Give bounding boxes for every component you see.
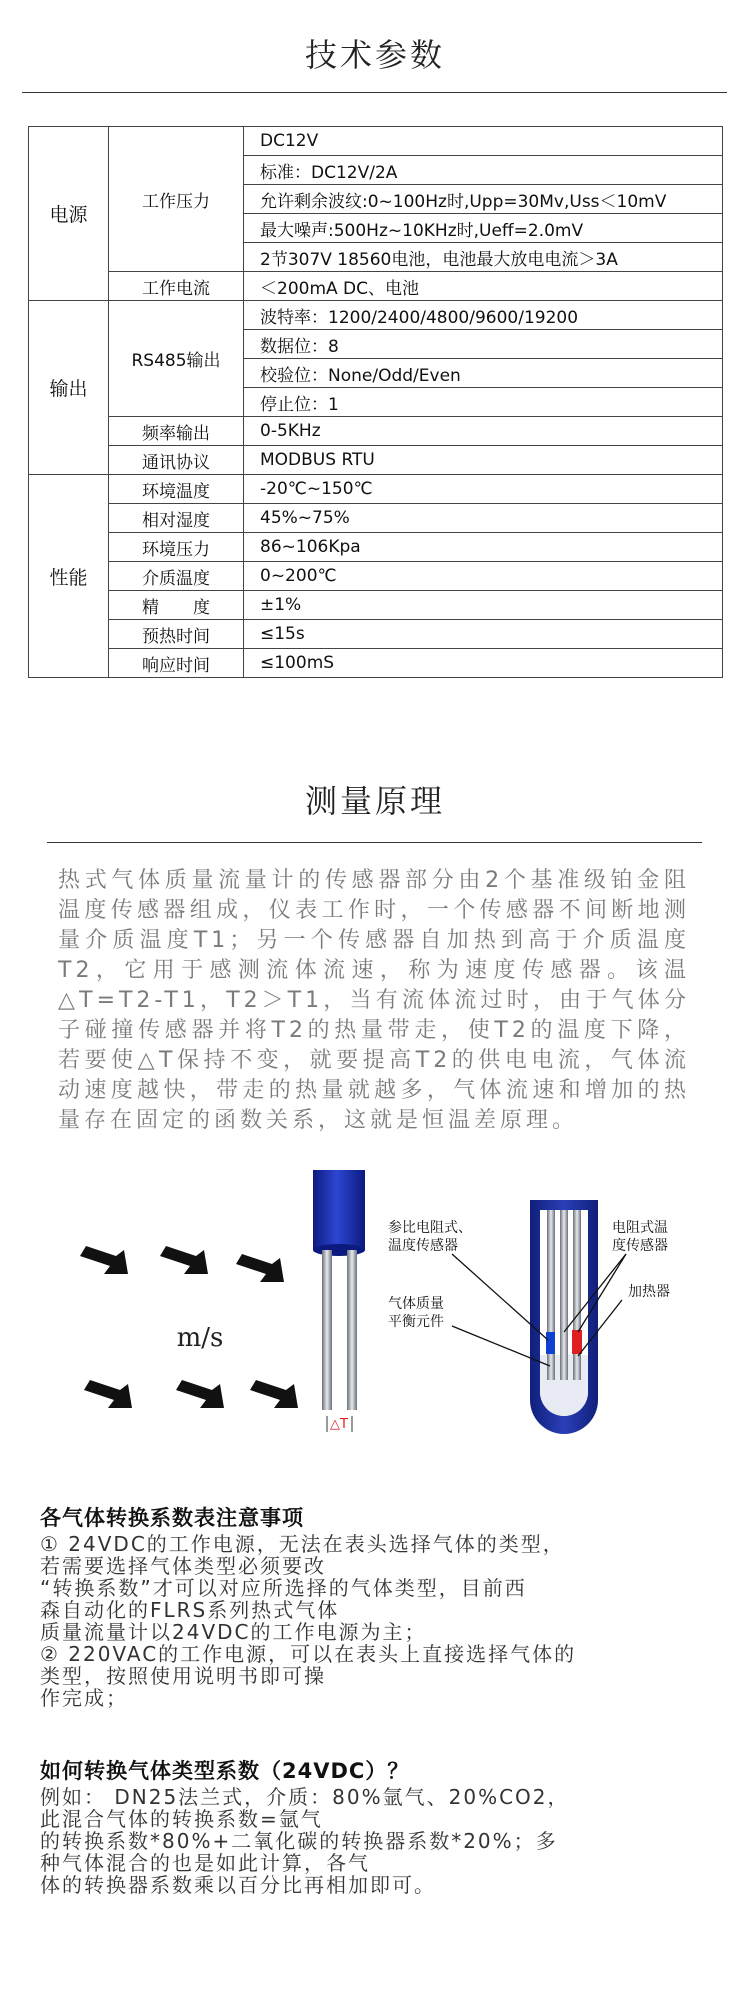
probe-body	[313, 1170, 365, 1250]
note-line: 种气体混合的也是如此计算，各气	[40, 1851, 370, 1875]
notes-gas-conversion	[40, 1507, 720, 1709]
spec-value: DC12V	[244, 127, 723, 156]
spec-value: ＜200mA DC、电池	[244, 272, 723, 301]
label-balance-element-2: 平衡元件	[388, 1314, 444, 1330]
note-line: 若需要选择气体类型必须要改	[40, 1554, 326, 1578]
spec-value: 允许剩余波纹:0~100Hz时,Upp=30Mv,Uss＜10mV	[244, 185, 723, 214]
flow-arrow-icon	[80, 1246, 128, 1274]
sub-working-current: 工作电流	[109, 272, 244, 301]
flow-arrow-icon	[84, 1380, 132, 1408]
sensor-diagram	[60, 1170, 690, 1470]
note-line: 作完成；	[40, 1686, 128, 1710]
spec-value: 0-5KHz	[244, 417, 723, 446]
sub-accuracy: 精 度	[109, 591, 244, 620]
principle-paragraph: 热式气体质量流量计的传感器部分由2个基准级铂金阻温度传感器组成，仪表工作时，一个传感器不间断地测量介质温度T1；另一个传感器自加热到高于介质温度T2，它用于感测流体流速，称为速度传感器。该温△T=T2-T1，T2＞T1，当有流体流过时，由于气体分子碰撞传感器并将T2的热量带走，使T2的温度下降，若要使△T保持不变，就要提高T2的供电电流，气体流动速度越快，带走的热量就越多，气体流速和增加的热量存在固定的函数关系，这就是恒温差原理。	[58, 868, 690, 1133]
table-row	[29, 127, 723, 156]
note-line: ② 220VAC的工作电源，可以在表头上直接选择气体的	[40, 1642, 577, 1666]
table-row	[29, 591, 723, 620]
category-performance: 性能	[29, 475, 109, 678]
spec-value: 86~106Kpa	[244, 533, 723, 562]
principle-title: 测量原理	[304, 782, 445, 820]
label-resistive-sensor-2: 度传感器	[612, 1238, 668, 1254]
table-row	[29, 620, 723, 649]
sub-response-time: 响应时间	[109, 649, 244, 678]
table-row	[29, 417, 723, 446]
spec-value: 45%~75%	[244, 504, 723, 533]
flow-arrow-icon	[160, 1246, 208, 1274]
note-line: 的转换系数*80%+二氧化碳的转换器系数*20%；多	[40, 1829, 558, 1853]
notes-conversion-example	[40, 1760, 720, 1896]
spec-value: MODBUS RTU	[244, 446, 723, 475]
spec-value: ±1%	[244, 591, 723, 620]
sub-medium-temp: 介质温度	[109, 562, 244, 591]
tech-title-rule	[22, 92, 727, 93]
table-row	[29, 504, 723, 533]
note-line: 此混合气体的转换系数=氩气	[40, 1807, 323, 1831]
reference-element-blue	[546, 1332, 555, 1354]
spec-value: ≤100mS	[244, 649, 723, 678]
cutaway-rod-1	[547, 1210, 555, 1380]
label-heater: 加热器	[628, 1284, 670, 1300]
table-row	[29, 533, 723, 562]
probe-rod-right	[347, 1250, 357, 1410]
spec-value: -20℃~150℃	[244, 475, 723, 504]
ms-label: m/s	[176, 1323, 224, 1353]
sub-ambient-pressure: 环境压力	[109, 533, 244, 562]
category-output: 输出	[29, 301, 109, 475]
sub-humidity: 相对湿度	[109, 504, 244, 533]
spec-value: 波特率：1200/2400/4800/9600/19200	[244, 301, 723, 330]
spec-value: 最大噪声:500Hz~10KHz时,Ueff=2.0mV	[244, 214, 723, 243]
spec-value: 校验位：None/Odd/Even	[244, 359, 723, 388]
sub-warmup-time: 预热时间	[109, 620, 244, 649]
note-line: 类型，按照使用说明书即可操	[40, 1664, 326, 1688]
cutaway-rod-2	[560, 1210, 568, 1380]
probe-body-bottom	[313, 1244, 365, 1256]
label-reference-sensor-1: 参比电阻式、	[388, 1220, 472, 1236]
heater-element-red	[572, 1330, 582, 1354]
table-row	[29, 301, 723, 330]
sub-ambient-temp: 环境温度	[109, 475, 244, 504]
sub-working-pressure: 工作压力	[109, 127, 244, 272]
note-line: 体的转换器系数乘以百分比再相加即可。	[40, 1873, 436, 1897]
principle-title-rule	[47, 842, 702, 843]
spec-table	[28, 126, 723, 678]
note-line: 质量流量计以24VDC的工作电源为主；	[40, 1620, 427, 1644]
delta-t-label: △T	[330, 1417, 348, 1432]
notes-title: 如何转换气体类型系数（24VDC）？	[40, 1759, 410, 1783]
sub-protocol: 通讯协议	[109, 446, 244, 475]
table-row	[29, 475, 723, 504]
notes-title: 各气体转换系数表注意事项	[40, 1506, 304, 1530]
note-line: ① 24VDC的工作电源，无法在表头选择气体的类型，	[40, 1532, 565, 1556]
probe-rod-left	[322, 1250, 332, 1410]
sub-rs485-output: RS485输出	[109, 301, 244, 417]
label-resistive-sensor-1: 电阻式温	[612, 1220, 668, 1236]
flow-arrow-icon	[176, 1380, 224, 1408]
spec-value: 停止位：1	[244, 388, 723, 417]
label-balance-element-1: 气体质量	[388, 1296, 444, 1312]
table-row	[29, 562, 723, 591]
spec-value: ≤15s	[244, 620, 723, 649]
flow-arrow-icon	[236, 1254, 284, 1282]
note-line: “转换系数”才可以对应所选择的气体类型，目前西	[40, 1576, 527, 1600]
spec-value: 标准：DC12V/2A	[244, 156, 723, 185]
note-line: 森自动化的FLRS系列热式气体	[40, 1598, 340, 1622]
sub-frequency-output: 频率输出	[109, 417, 244, 446]
note-line: 例如： DN25法兰式，介质：80%氩气、20%CO2，	[40, 1785, 570, 1809]
table-row	[29, 649, 723, 678]
label-reference-sensor-2: 温度传感器	[388, 1238, 458, 1254]
spec-value: 2节307V 18560电池，电池最大放电电流＞3A	[244, 243, 723, 272]
table-row	[29, 272, 723, 301]
spec-value: 0~200℃	[244, 562, 723, 591]
tech-title: 技术参数	[304, 36, 445, 74]
category-power: 电源	[29, 127, 109, 301]
table-row	[29, 446, 723, 475]
flow-arrow-icon	[250, 1380, 298, 1408]
spec-value: 数据位：8	[244, 330, 723, 359]
